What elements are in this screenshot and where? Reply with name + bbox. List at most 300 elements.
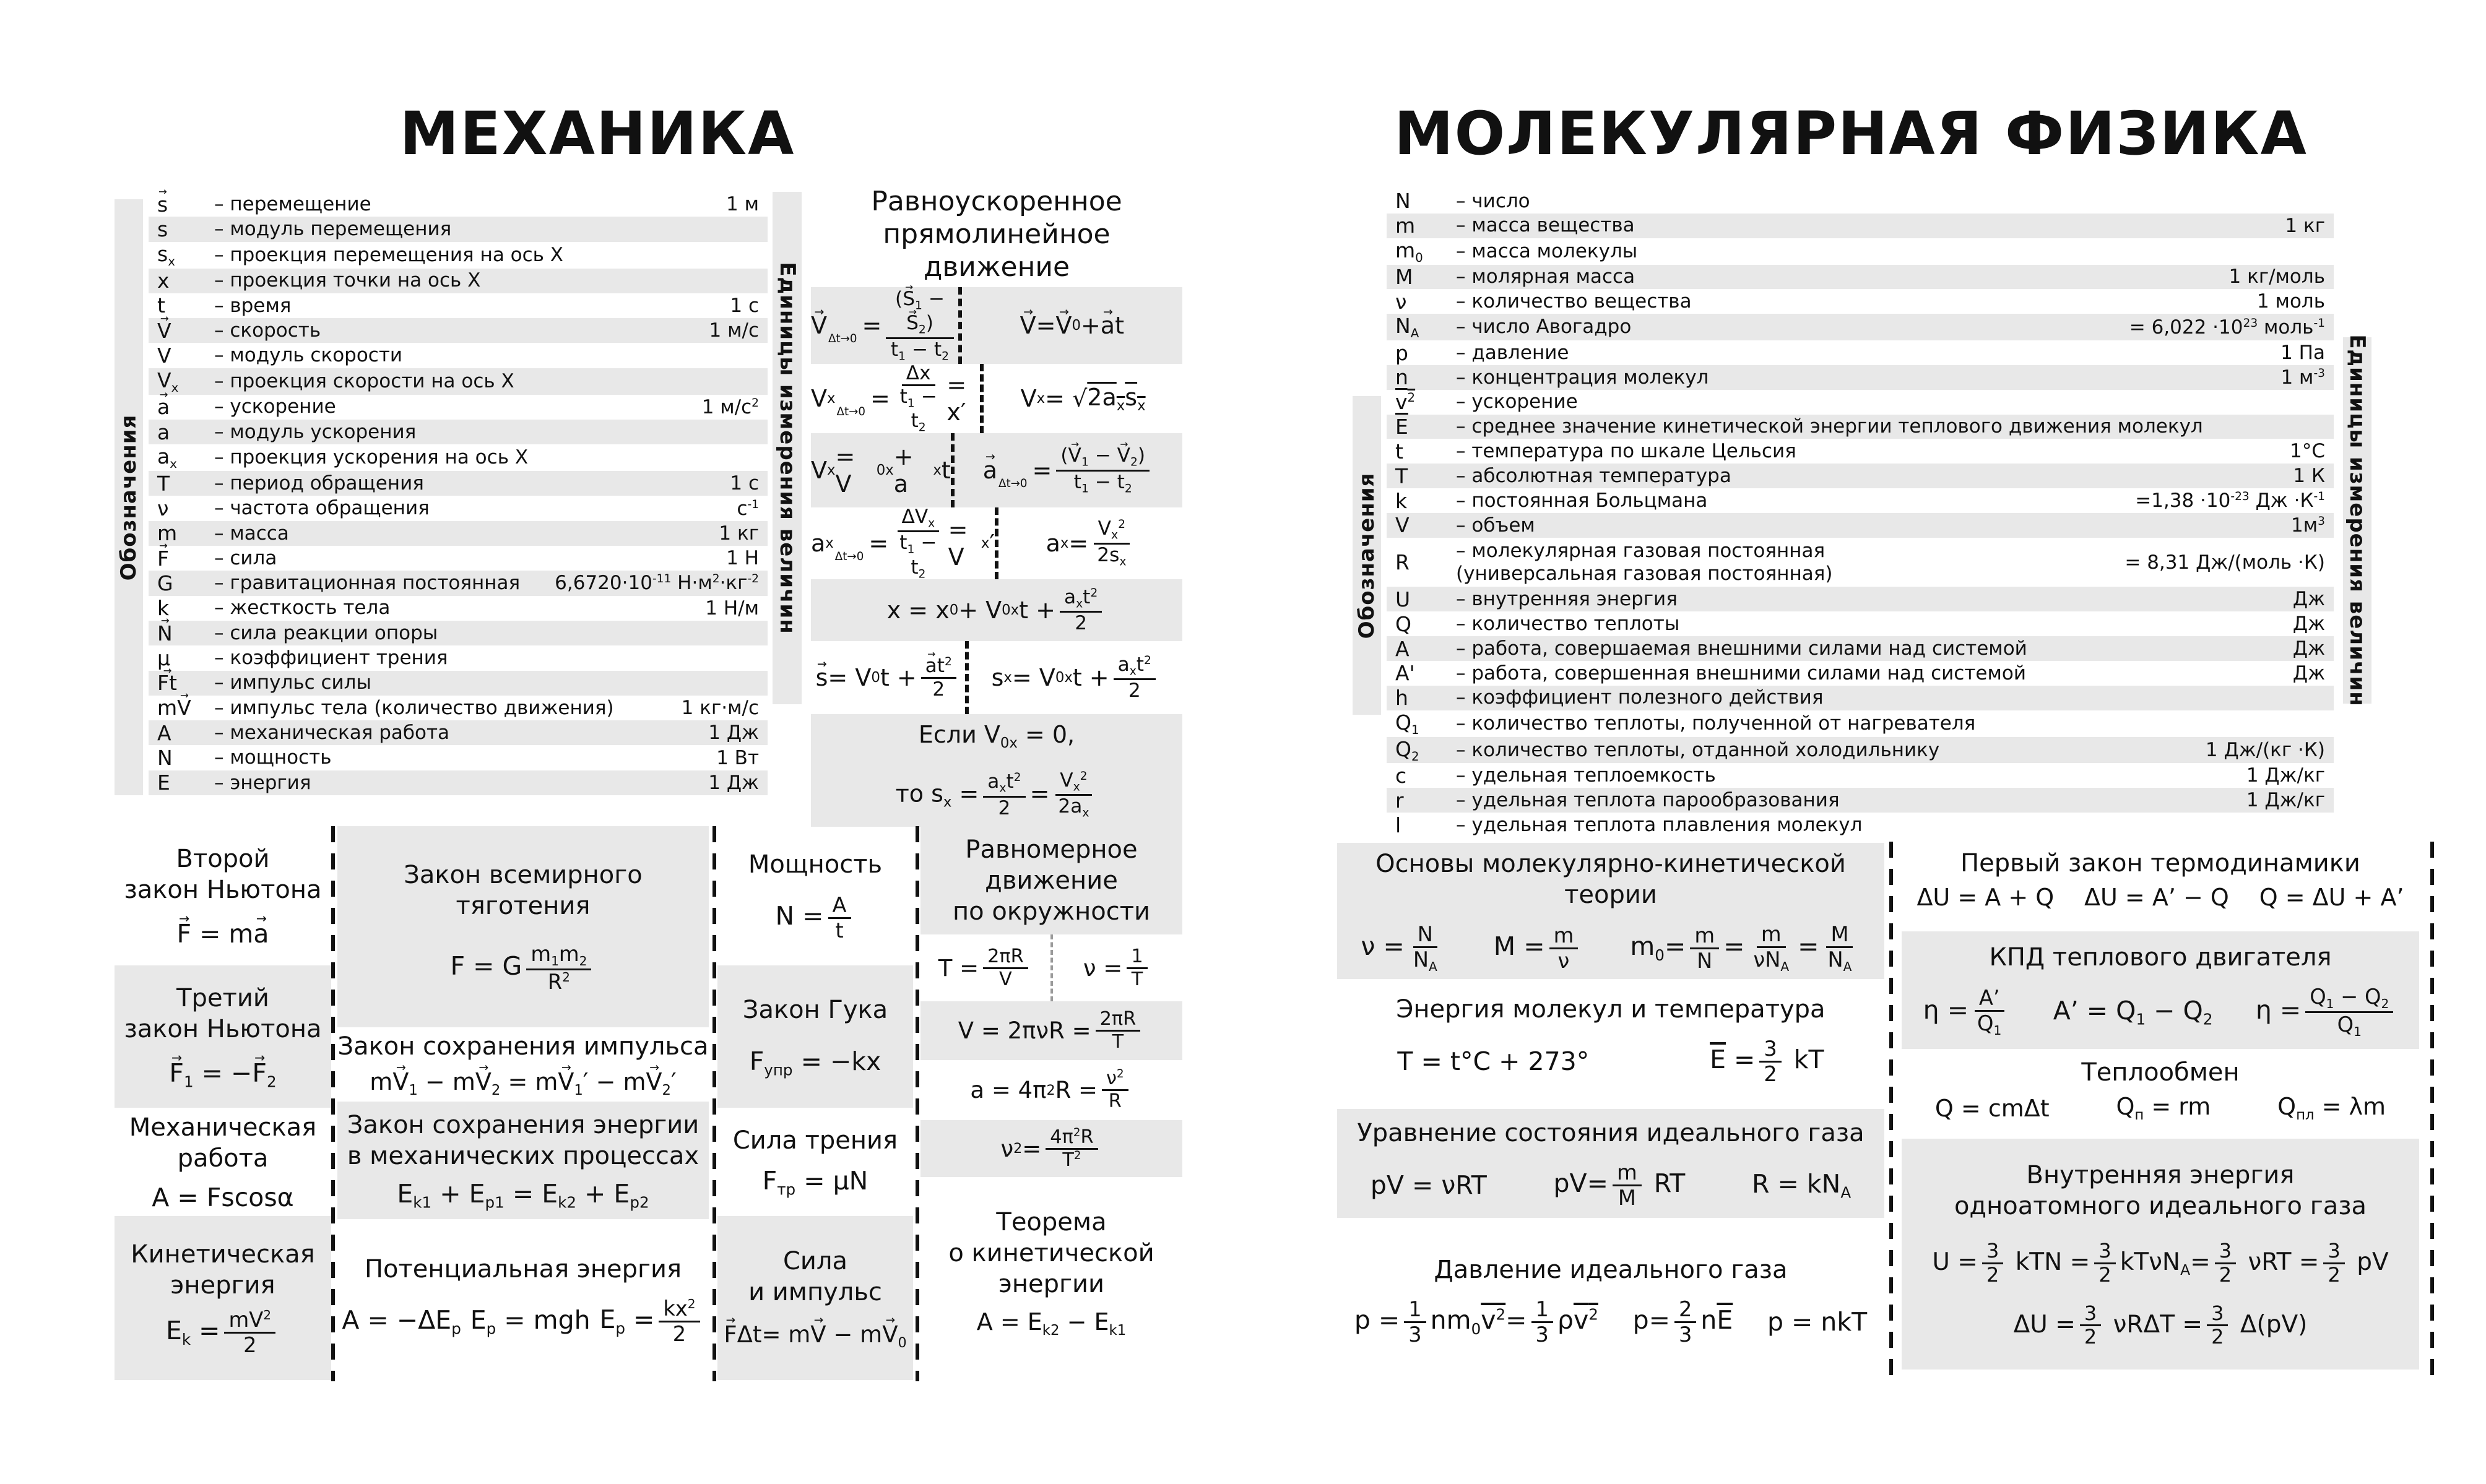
- symbol-row: [149, 671, 768, 696]
- symbol-glyph: ν: [157, 496, 169, 521]
- panel-row: [811, 641, 1182, 714]
- symbol-glyph: V: [1395, 513, 1410, 538]
- symbol-row: [1387, 238, 2334, 265]
- symbol-row: [149, 696, 768, 720]
- symbol-row: [149, 395, 768, 420]
- block-formula-row: [1337, 1161, 1884, 1209]
- symbol-description: – ускорение: [1456, 390, 1578, 413]
- symbol-row: [149, 471, 768, 496]
- symbol-glyph: N →: [157, 621, 214, 645]
- symbol-row: [1387, 538, 2334, 587]
- block-formula: F → = ma →: [176, 919, 269, 949]
- block-momentum: [337, 1027, 709, 1102]
- symbol-glyph: $a_x$: [157, 444, 177, 472]
- molecular-title: МОЛЕКУЛЯРНАЯ ФИЗИКА: [1394, 99, 2308, 168]
- molecular-legend-bar: [1353, 396, 1381, 715]
- symbol-glyph: ν: [1395, 289, 1407, 314]
- formula: x = x 0 + V 0x t + $\frac{a_xt^2}{2}$: [811, 579, 1182, 641]
- symbol-row: [1387, 661, 2334, 686]
- symbol-row: [149, 293, 768, 318]
- molecular-legend-label: Обозначения: [1354, 472, 1379, 639]
- mechanics-grid-col2: [337, 826, 709, 1380]
- symbol-glyph: n: [1395, 365, 1408, 390]
- symbol-description: – количество вещества: [1456, 290, 1692, 313]
- symbol-row: [1387, 636, 2334, 661]
- panel-title: Равноускоренное прямолинейное движение: [871, 186, 1122, 283]
- symbol-glyph: N: [157, 746, 173, 770]
- block-title: Сила и импульс: [748, 1246, 882, 1306]
- symbol-unit: Дж: [2292, 662, 2325, 684]
- symbol-description: – ускорение: [214, 395, 336, 418]
- formula: a x = $\frac{V_x^2}{2s_x}$: [995, 507, 1182, 579]
- formula: Q = ΔU + A’: [2259, 884, 2404, 911]
- formula: p = $\frac{1}{3}$ $nm_0v^2=$ $\frac{1}{3}$ $\rho v^2$: [1354, 1296, 1598, 1347]
- symbol-row: [149, 444, 768, 471]
- formula: V → = V → 0 + a → t: [958, 287, 1182, 364]
- formula: s x = V 0x t + $\frac{a_xt^2}{2}$: [965, 641, 1182, 714]
- block-formula-row: [1337, 1037, 1884, 1085]
- symbol-row: [149, 521, 768, 546]
- symbol-glyph: A: [1395, 636, 1410, 661]
- formula: V x Δt→0 = $\frac{\Delta x}{t_1 - t_2}$ = x′: [811, 361, 967, 434]
- symbol-description: – работа, совершенная внешними силами над системой: [1456, 662, 2026, 684]
- formula: p = nkT: [1767, 1307, 1868, 1337]
- symbol-row: [1387, 813, 2334, 837]
- block-energy-temp: [1337, 990, 1884, 1089]
- symbol-description: – молекулярная газовая постоянная (универсальная газовая постоянная): [1456, 540, 1833, 585]
- block-formula: $E_k$ = $\frac{mV^2}{2}$: [166, 1308, 280, 1357]
- symbol-row: [149, 720, 768, 745]
- symbol-unit: 1 К: [2293, 465, 2325, 488]
- symbol-row: [1387, 464, 2334, 488]
- symbol-glyph: mV →: [157, 696, 214, 720]
- formula: $E_p$ = $\frac{kx^2}{2}$: [599, 1297, 704, 1345]
- formula: $E_p$ = mgh: [470, 1305, 591, 1338]
- block-formula: A = Fscosα: [152, 1182, 294, 1212]
- formula: η = $\frac{A’}{Q_1}$: [1923, 986, 2011, 1037]
- symbol-description: – сила: [214, 546, 277, 569]
- symbol-unit: 1 м/с: [709, 319, 759, 342]
- block-formula-row: [1902, 985, 2419, 1038]
- panel-row: [811, 433, 1182, 507]
- formula: a → Δt→0 = $\frac{(V \to_1 - V \to_2)}{t_1 - t_2}$: [951, 433, 1182, 507]
- symbol-description: – проекция скорости на ось X: [214, 369, 514, 392]
- symbol-glyph: Ft →: [157, 671, 214, 695]
- symbol-description: – температура по шкале Цельсия: [1456, 440, 1796, 463]
- formula: V → Δt→0 = $\frac{(S \to_1 - S \to_2)}{t_1 - t_2}$: [811, 287, 958, 364]
- block-newton2: [115, 826, 331, 965]
- symbol-unit: 1 Дж/кг: [2246, 764, 2325, 787]
- block-kinetic-theorem: [920, 1177, 1182, 1368]
- block-title: Теорема о кинетической энергии: [948, 1207, 1154, 1298]
- grid-divider: [712, 826, 716, 1381]
- symbol-row: [1387, 488, 2334, 513]
- symbol-unit: 1 $м^{-3}$: [2280, 366, 2325, 389]
- block-formula: $F_{упр} = -kx$: [749, 1046, 881, 1079]
- block-efficiency: [1902, 931, 2419, 1049]
- symbol-description: – молярная масса: [1456, 265, 1635, 288]
- molecular-right-column: [1902, 848, 2419, 1370]
- molecular-units-bar: [2343, 334, 2371, 707]
- symbol-glyph: a: [157, 420, 170, 444]
- symbol-unit: 1 с: [730, 472, 759, 495]
- formula: то $s_x$ = $\frac{a_xt^2}{2}$ = $\frac{V_x^2}{2a_x}$: [896, 770, 1098, 821]
- symbol-description: – проекция перемещения на ось X: [214, 243, 564, 266]
- block-title: Теплообмен: [2081, 1058, 2240, 1087]
- symbol-glyph: $v^2$: [1395, 390, 1416, 415]
- symbol-row: [149, 745, 768, 770]
- symbol-description: – сила реакции опоры: [214, 621, 438, 644]
- symbol-row: [1387, 587, 2334, 611]
- block-potential: [337, 1219, 709, 1380]
- symbol-row: [149, 368, 768, 395]
- symbol-row: [149, 645, 768, 670]
- symbol-glyph: $\overline{E}$: [1395, 415, 1408, 439]
- symbol-glyph: s: [157, 217, 168, 241]
- molecular-symbol-table: [1387, 189, 2334, 837]
- symbol-row: [149, 546, 768, 571]
- symbol-glyph: V →: [157, 319, 214, 343]
- mechanics-grid-col1: [115, 826, 331, 1380]
- mechanics-units-label: Единицы измерения величин: [774, 262, 800, 634]
- symbol-glyph: c: [1395, 763, 1407, 788]
- symbol-row: [1387, 415, 2334, 439]
- symbol-glyph: p: [1395, 340, 1408, 365]
- symbol-unit: 1 Дж/(кг ·К): [2205, 738, 2325, 761]
- symbol-row: [149, 596, 768, 621]
- symbol-glyph: $N_A$: [1395, 314, 1419, 341]
- symbol-row: [149, 343, 768, 368]
- molecular-left-column: [1337, 843, 1884, 1349]
- block-title: Уравнение состояния идеального газа: [1357, 1118, 1864, 1147]
- formula: ΔU = A’ − Q: [2084, 884, 2229, 911]
- symbol-description: – гравитационная постоянная: [214, 572, 521, 595]
- symbol-glyph: N: [1395, 189, 1411, 214]
- formula: s → = V 0 t + $\frac{a \to t^2}{2}$: [811, 641, 965, 714]
- symbol-unit: 1 с: [730, 294, 759, 317]
- block-title: Второй закон Ньютона: [124, 844, 322, 904]
- formula: V x = V 0x + a x t: [811, 443, 951, 498]
- formula: p= $\frac{2}{3}$ $n\overline{E}$: [1632, 1296, 1733, 1347]
- symbol-description: – масса молекулы: [1456, 239, 1638, 262]
- block-formula: F = G $\frac{m_1m_2}{R^2}$: [451, 943, 596, 993]
- block-heat-exchange: [1902, 1058, 2419, 1122]
- formula: pV= $\frac{m}{M}$ RT: [1553, 1160, 1686, 1210]
- symbol-row: [1387, 340, 2334, 365]
- mechanics-legend-label: Обозначения: [116, 414, 141, 580]
- block-formula: F →Δt= mV → − mV $\to_0$: [724, 1321, 906, 1351]
- block-formula: $F \to_1 = -F \to_2$: [169, 1058, 276, 1091]
- symbol-glyph: $s_x$: [157, 241, 175, 269]
- symbol-description: – коэффициент полезного действия: [1456, 686, 1824, 709]
- symbol-row: [1387, 710, 2334, 737]
- symbol-glyph: $m_0$: [1395, 238, 1423, 265]
- symbol-description: – внутренняя энергия: [1456, 588, 1678, 611]
- mechanics-units-bar: [773, 192, 802, 704]
- formula: $Q_{пл} = \lambda m$: [2277, 1093, 2386, 1123]
- panel-row: [811, 361, 1182, 434]
- block-formula: $F_{тр} = \mu N$: [762, 1166, 868, 1199]
- grid-divider: [2430, 842, 2434, 1381]
- symbol-row: [1387, 390, 2334, 415]
- symbol-glyph: R: [1395, 550, 1410, 575]
- formula: ν = $\frac{N}{N_A}$: [1361, 921, 1437, 974]
- symbol-description: – масса вещества: [1456, 214, 1635, 237]
- symbol-unit: Дж: [2292, 588, 2325, 611]
- formula: η = $\frac{Q_1 - Q_2}{Q_1}$: [2256, 985, 2397, 1038]
- symbol-description: – мощность: [214, 746, 332, 769]
- formula: $A = -\Delta E_p$: [342, 1305, 461, 1338]
- block-formula-row: [1337, 923, 1884, 973]
- symbol-unit: 1 Дж/кг: [2246, 789, 2325, 812]
- formula: T = t°C + 273°: [1397, 1046, 1590, 1076]
- symbol-glyph: k: [157, 596, 170, 621]
- symbol-description: – число Авогадро: [1456, 316, 1632, 339]
- symbol-glyph: T: [157, 471, 170, 496]
- block-title: Закон сохранения импульса: [337, 1032, 709, 1061]
- block-title: Энергия молекул и температура: [1396, 994, 1826, 1024]
- formula: V = 2πνR = $\frac{2\pi R}{T}$: [920, 1001, 1182, 1060]
- symbol-unit: $6,6720\cdot 10^{-11}$ $Н\cdot м^2\cdot кг^{-2}$: [555, 572, 759, 595]
- symbol-glyph: h: [1395, 686, 1408, 710]
- symbol-glyph: Q: [1395, 611, 1411, 636]
- symbol-description: – удельная теплоемкость: [1456, 764, 1716, 787]
- symbol-glyph: A': [1395, 661, 1415, 686]
- symbol-description: – количество теплоты, полученной от нагревателя: [1456, 712, 1976, 735]
- symbol-description: – среднее значение кинетической энергии теплового движения молекул: [1456, 415, 2203, 438]
- symbol-row: [1387, 737, 2334, 764]
- symbol-glyph: a →: [157, 395, 214, 419]
- grid-divider: [331, 826, 335, 1381]
- symbol-glyph: $Q_1$: [1395, 710, 1419, 737]
- symbol-unit: 1 Н: [726, 547, 759, 570]
- symbol-description: – масса: [214, 522, 289, 545]
- symbol-row: [1387, 611, 2334, 636]
- block-first-law: [1902, 848, 2419, 911]
- formula: $R = kN_A$: [1751, 1168, 1852, 1202]
- symbol-glyph: E: [157, 770, 170, 795]
- block-title: Основы молекулярно-кинетической теории: [1375, 849, 1846, 909]
- symbol-description: – удельная теплота парообразования: [1456, 788, 1840, 811]
- mechanics-title: МЕХАНИКА: [399, 99, 795, 168]
- symbol-description: – количество теплоты, отданной холодильнику: [1456, 738, 1940, 761]
- symbol-description: – давление: [1456, 341, 1569, 364]
- symbol-row: [1387, 265, 2334, 290]
- symbol-row: [149, 496, 768, 520]
- mechanics-grid-col3: [717, 826, 913, 1380]
- symbol-glyph: m: [157, 521, 178, 546]
- symbol-row: [149, 770, 768, 795]
- block-formula-row: [1337, 1298, 1884, 1346]
- mechanics-grid-col4: [920, 826, 1182, 1368]
- symbol-glyph: s →: [157, 192, 214, 217]
- formula: ν 2 = $\frac{4\pi^2R}{T^2}$: [920, 1120, 1182, 1177]
- panel-row: [811, 507, 1182, 579]
- symbol-description: – модуль скорости: [214, 344, 403, 367]
- symbol-row: [1387, 289, 2334, 314]
- block-energy-law: [337, 1102, 709, 1219]
- symbol-row: [149, 269, 768, 293]
- block-formula: $A = E_{k2} - E_{k1}$: [976, 1308, 1127, 1339]
- block-gravity: [337, 826, 709, 1027]
- symbol-glyph: F →: [157, 546, 214, 571]
- symbol-row: [1387, 788, 2334, 813]
- symbol-glyph: T: [1395, 464, 1408, 488]
- block-title: Первый закон термодинамики: [1960, 849, 2360, 878]
- symbol-unit: Дж: [2292, 637, 2325, 660]
- symbol-row: [149, 318, 768, 343]
- symbol-glyph: t: [157, 293, 165, 318]
- block-formula: N = $\frac{A}{t}$: [775, 894, 855, 942]
- symbol-glyph: l: [1395, 813, 1401, 837]
- block-force-impulse: [717, 1216, 913, 1380]
- formula: a x Δt→0 = $\frac{\Delta V_x}{t_1 - t_2}$ = V x ′: [811, 505, 995, 581]
- symbol-unit: 1 Дж: [708, 771, 759, 794]
- block-formula: U = $\frac{3}{2}$ kTN = $\frac{3}{2}$ kTνN$_A$= $\frac{3}{2}$ νRT = $\frac{3}{2}$ pV: [1932, 1238, 2389, 1287]
- symbol-description: – жесткость тела: [214, 597, 391, 619]
- symbol-glyph: M: [1395, 264, 1413, 289]
- block-friction: [717, 1108, 913, 1216]
- circular-row-period-frequency: [920, 934, 1182, 1001]
- symbol-row: [149, 192, 768, 217]
- symbol-row: [1387, 365, 2334, 390]
- symbol-description: – частота обращения: [214, 497, 430, 520]
- formula: T = $\frac{2\pi R}{V}$: [920, 934, 1050, 1001]
- block-title: Закон Гука: [742, 995, 888, 1024]
- formula: V x = √ $2a_xs_x$: [980, 364, 1182, 433]
- symbol-description: – абсолютная температура: [1456, 464, 1731, 487]
- symbol-unit: $1м^3$: [2291, 514, 2325, 537]
- symbol-row: [149, 571, 768, 595]
- symbol-glyph: $V_x$: [157, 368, 179, 395]
- symbol-glyph: r: [1395, 788, 1404, 813]
- panel-row: [811, 714, 1182, 827]
- block-title: КПД теплового двигателя: [1989, 943, 2332, 972]
- formula: $Q_п$ = rm: [2116, 1093, 2211, 1123]
- block-title: Потенциальная энергия: [364, 1254, 682, 1283]
- panel-row: [811, 579, 1182, 641]
- symbol-unit: 1°C: [2290, 440, 2325, 463]
- symbol-glyph: x: [157, 269, 170, 293]
- block-mkt: [1337, 843, 1884, 979]
- block-title: Закон сохранения энергии в механических процессах: [347, 1110, 699, 1170]
- formula: a = 4π 2 R = $\frac{\nu^2}{R}$: [920, 1060, 1182, 1120]
- symbol-unit: 1 моль: [2256, 290, 2325, 313]
- symbol-description: – импульс силы: [214, 671, 371, 694]
- mechanics-symbol-table: [149, 192, 768, 795]
- symbol-description: – перемещение: [214, 192, 371, 215]
- block-work: [115, 1108, 331, 1216]
- symbol-row: [1387, 763, 2334, 788]
- formula: $m_0=$ $\frac{m}{N}$ = $\frac{m}{\nu N_A}$ = $\frac{M}{N_A}$: [1630, 923, 1860, 973]
- symbol-glyph: μ: [157, 645, 170, 670]
- block-title: Сила трения: [732, 1126, 898, 1155]
- symbol-row: [149, 621, 768, 645]
- formula: Q = cmΔt: [1934, 1094, 2050, 1122]
- symbol-unit: 1 $м/с^2$: [701, 395, 759, 418]
- symbol-description: – модуль перемещения: [214, 218, 452, 241]
- symbol-glyph: V: [157, 343, 171, 368]
- molecular-units-label: Единицы измерения величин: [2345, 334, 2370, 707]
- formula: Если $V_{0x} = 0$,: [918, 720, 1075, 751]
- symbol-glyph: m: [1395, 214, 1416, 238]
- block-title: Кинетическая энергия: [131, 1240, 315, 1300]
- grid-divider: [1889, 842, 1893, 1381]
- symbol-row: [149, 242, 768, 269]
- symbol-glyph: $Q_2$: [1395, 736, 1419, 764]
- block-formula: mV $\to_1$ − mV $\to_2$ = mV $\to_1'$ − mV $\to_2'$: [370, 1068, 676, 1098]
- formula: M = $\frac{m}{\nu}$: [1494, 924, 1583, 972]
- formula: pV = νRT: [1370, 1170, 1487, 1200]
- symbol-unit: 1 м: [726, 193, 759, 216]
- block-title: Механическая работа: [129, 1113, 317, 1173]
- symbol-unit: 1 кг: [719, 522, 759, 545]
- symbol-unit: = 8,31 Дж/(моль ·К): [2124, 551, 2325, 574]
- block-formula-row: [337, 1297, 709, 1345]
- formula: ν = $\frac{1}{T}$: [1050, 934, 1183, 1001]
- symbol-unit: 1 кг/моль: [2228, 265, 2325, 288]
- block-formula-row: [1902, 1093, 2419, 1123]
- symbol-description: – проекция ускорения на ось X: [214, 446, 529, 469]
- block-hooke: [717, 965, 913, 1108]
- symbol-glyph: A: [157, 720, 171, 745]
- mechanics-legend-bar: [115, 199, 143, 795]
- formula: $\overline{E}$ = $\frac{3}{2}$ kT: [1710, 1036, 1824, 1086]
- symbol-description: – механическая работа: [214, 721, 450, 744]
- symbol-glyph: k: [1395, 488, 1408, 513]
- symbol-description: – удельная теплота плавления молекул: [1456, 813, 1863, 836]
- symbol-glyph: U: [1395, 587, 1411, 611]
- symbol-description: – период обращения: [214, 472, 424, 494]
- symbol-row: [1387, 513, 2334, 538]
- symbol-description: – коэффициент трения: [214, 647, 448, 670]
- symbol-description: – импульс тела (количество движения): [214, 696, 614, 719]
- symbol-description: – постоянная Больцмана: [1456, 489, 1708, 512]
- symbol-description: – количество теплоты: [1456, 612, 1680, 635]
- symbol-row: [1387, 686, 2334, 710]
- symbol-description: – модуль ускорения: [214, 420, 417, 443]
- formula: ΔU = A + Q: [1916, 884, 2055, 911]
- block-title: Мощность: [748, 850, 883, 879]
- symbol-description: – работа, совершаемая внешними силами над системой: [1456, 637, 2027, 660]
- symbol-row: [149, 217, 768, 241]
- symbol-glyph: t: [1395, 439, 1403, 464]
- symbol-description: – время: [214, 294, 292, 317]
- block-title: Закон всемирного тяготения: [404, 861, 643, 921]
- symbol-description: – скорость: [214, 319, 321, 342]
- symbol-unit: 1 Н/м: [705, 597, 759, 619]
- symbol-description: – объем: [1456, 514, 1535, 537]
- block-formula-row: [1902, 884, 2419, 911]
- block-formula: $E_{k1} + E_{p1} = E_{k2} + E_{p2}$: [397, 1178, 649, 1212]
- symbol-row: [149, 420, 768, 444]
- panel-row: [811, 287, 1182, 364]
- symbol-unit: = $6,022 \cdot 10^{23}$ моль$^{-1}$: [2129, 316, 2325, 339]
- block-newton3: [115, 965, 331, 1108]
- grid-divider: [916, 826, 919, 1381]
- block-gas-pressure: [1337, 1251, 1884, 1349]
- block-kinetic: [115, 1216, 331, 1380]
- symbol-unit: 1 Па: [2280, 342, 2325, 365]
- uniform-acceleration-panel: [811, 186, 1182, 827]
- symbol-unit: $=1,38 \cdot 10^{-23}$ Дж $\cdot К^{-1}$: [2135, 490, 2325, 512]
- block-title: Давление идеального газа: [1434, 1255, 1788, 1284]
- block-internal-energy: [1902, 1139, 2419, 1370]
- symbol-glyph: G: [157, 571, 173, 595]
- symbol-row: [1387, 439, 2334, 464]
- block-title: Равномерное движение по окружности: [953, 835, 1150, 926]
- symbol-unit: Дж: [2292, 613, 2325, 636]
